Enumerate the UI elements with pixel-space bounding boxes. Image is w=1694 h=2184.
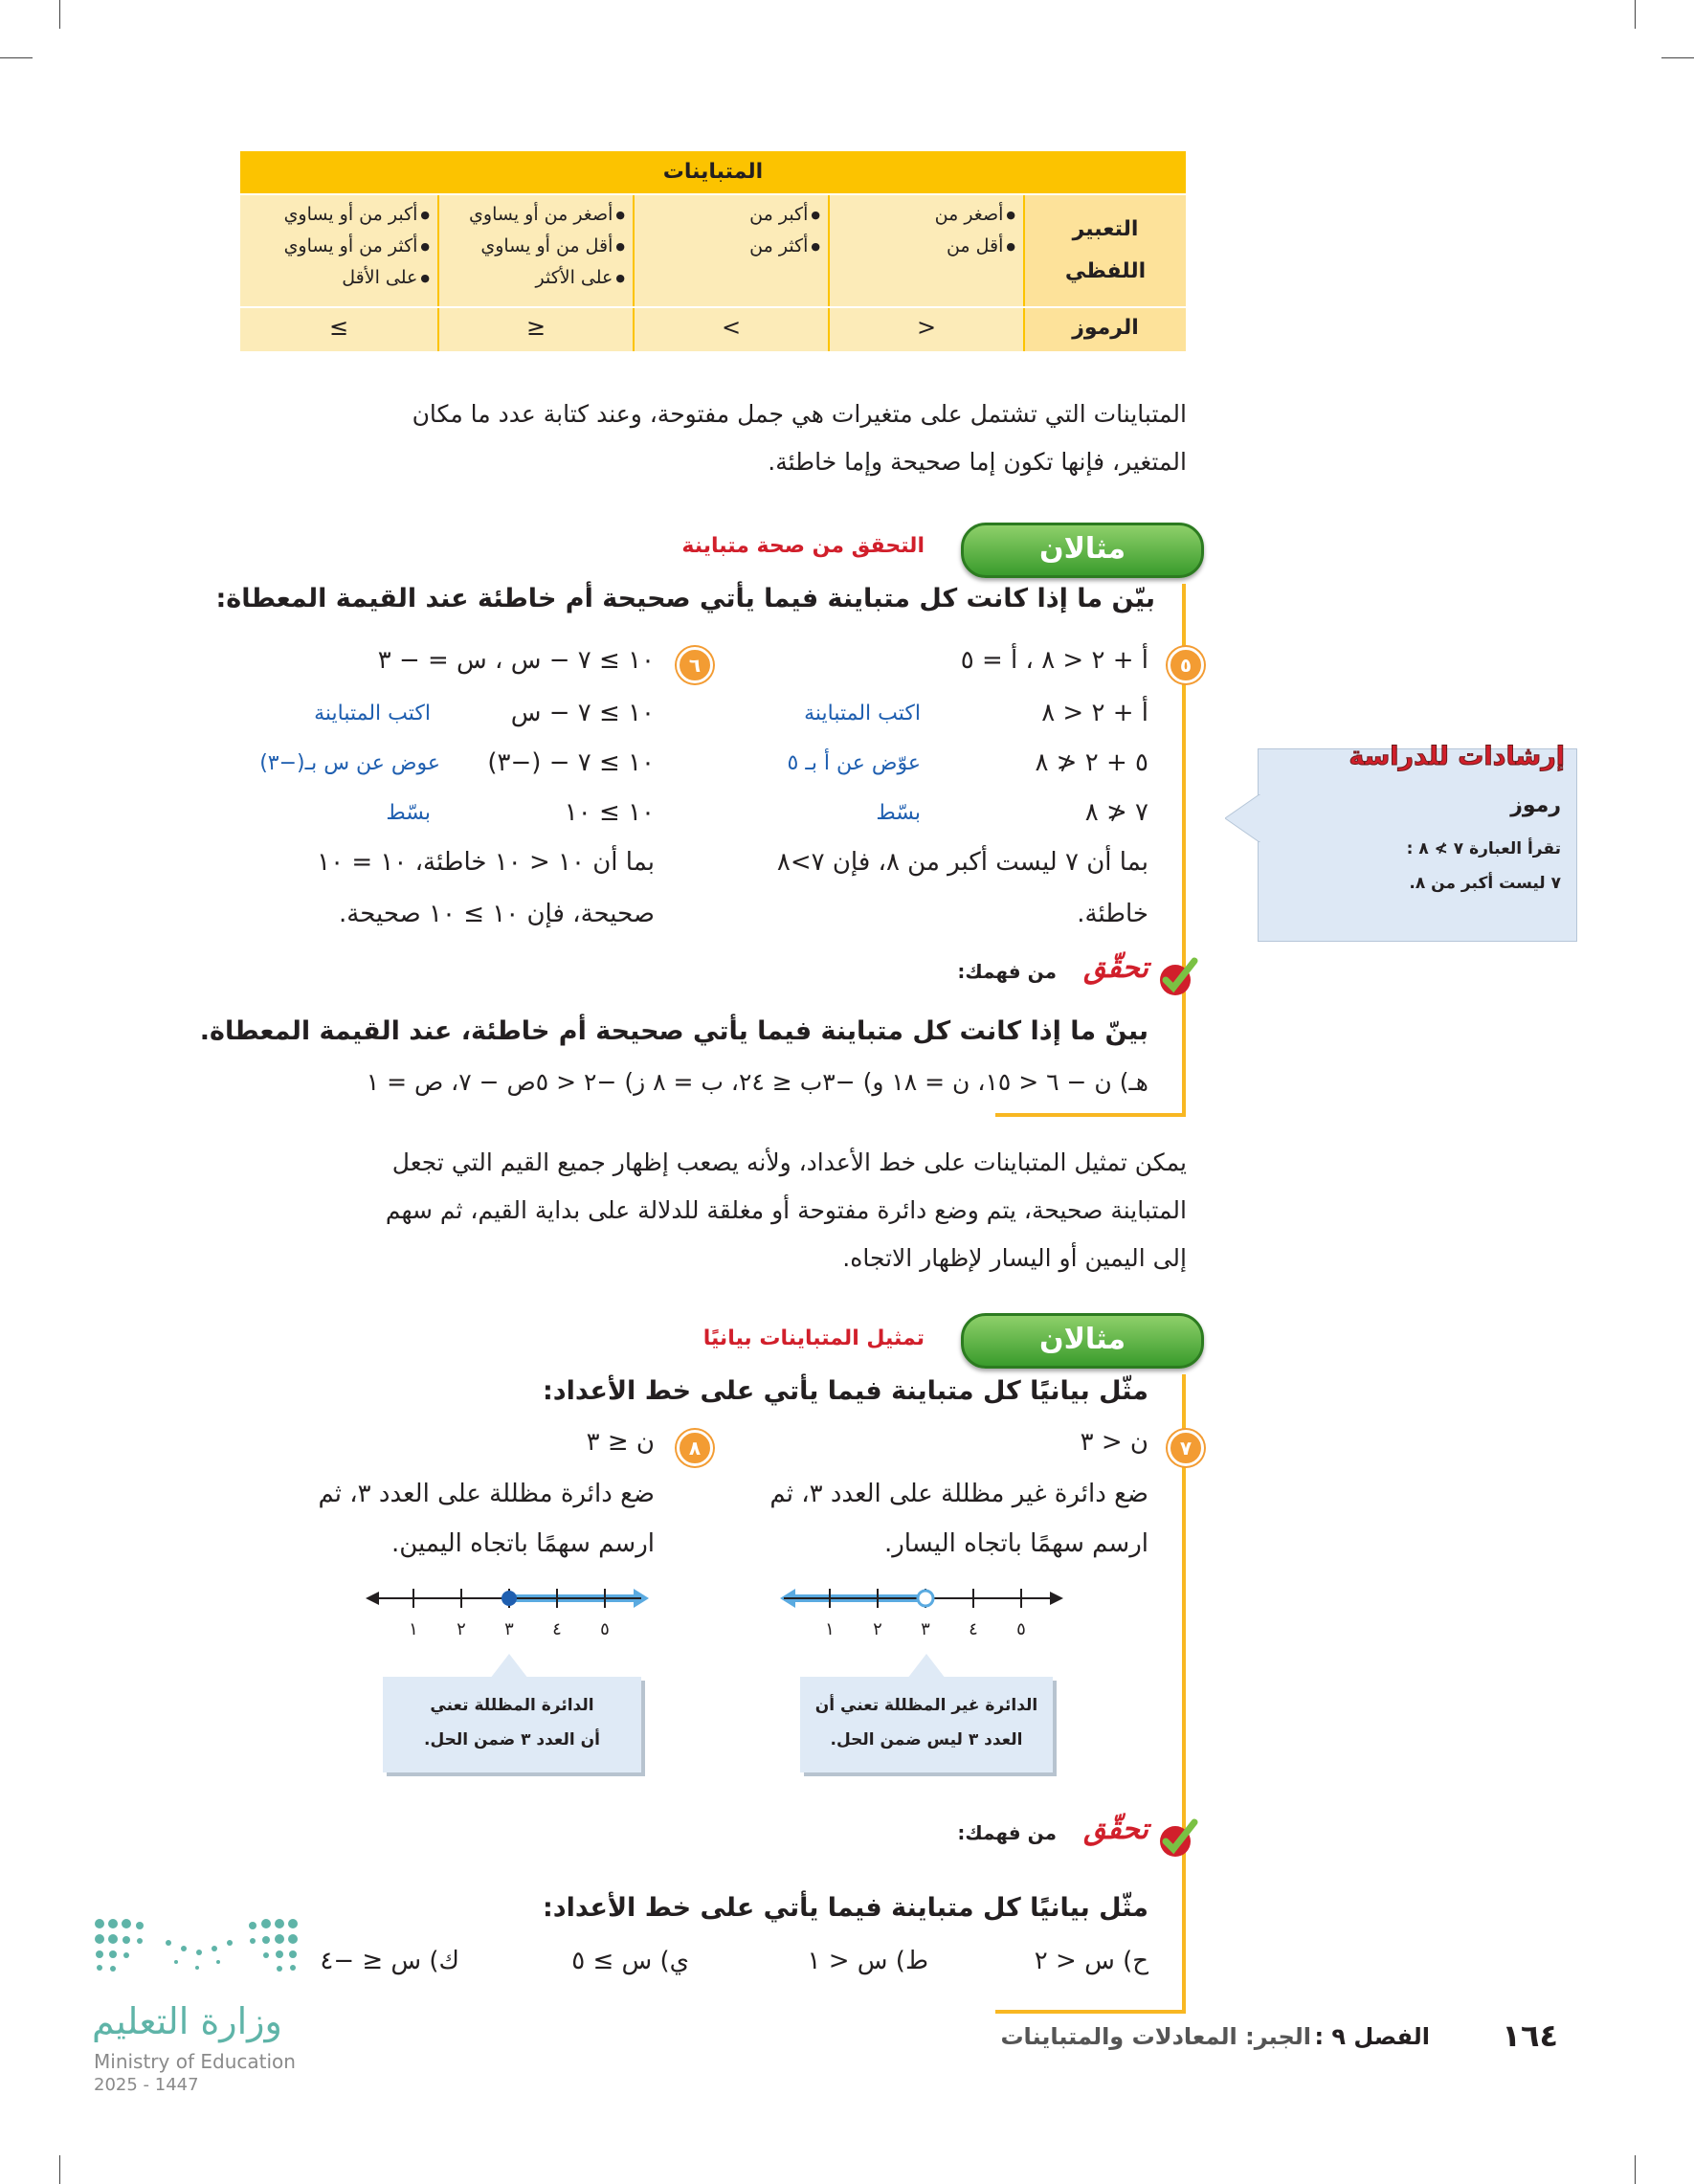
example-banner: مثالان	[961, 523, 1204, 578]
problem-number-badge: ٨	[677, 1430, 713, 1466]
inequalities-table	[240, 151, 1186, 351]
table-item: ● أقل من	[830, 231, 1015, 262]
tick-label: ٣	[921, 1619, 930, 1639]
example-title: تمثيل المتباينات بيانيًا	[702, 1326, 925, 1350]
note-line-2: أن العدد ٣ ضمن الحل.	[424, 1730, 600, 1749]
open-circle	[918, 1591, 933, 1606]
p8-text-2: ارسم سهمًا باتجاه اليمين.	[390, 1529, 655, 1558]
problem-number-badge: ٧	[1168, 1430, 1204, 1466]
sidebar-line-1: تقرأ العبارة ٧ ≯ ٨ :	[1406, 839, 1561, 858]
problem-number-badge: ٥	[1168, 647, 1204, 683]
symbols-row	[240, 306, 1186, 351]
verbal-label-2: اللفظي	[1064, 259, 1147, 283]
tick-label: ٣	[504, 1619, 514, 1639]
crop-mark	[1661, 57, 1694, 58]
graphing-line-1: يمكن تمثيل المتباينات على خط الأعداد، ولأنه يصعب إظهار جميع القيم التي تجعل	[391, 1148, 1187, 1176]
sidebar-pointer	[1225, 794, 1261, 842]
tick-label: ٤	[552, 1619, 562, 1639]
tick-label: ١	[409, 1619, 418, 1639]
p5-conclusion-1: بما أن ٧ ليست أكبر من ٨، فإن ٧>٨	[776, 848, 1148, 877]
number-line-p8	[364, 1579, 651, 1656]
p6-step3: ١٠ ≥ ١٠	[564, 798, 655, 827]
cell-greater-equal	[240, 195, 437, 306]
intro-paragraph	[249, 390, 1187, 486]
checkmark-icon	[1156, 1816, 1202, 1862]
section-bar-bottom	[995, 1113, 1186, 1117]
p5-conclusion-2: خاطئة.	[1077, 900, 1148, 928]
p5-step1-note: اكتب المتباينة	[804, 702, 921, 725]
p6-step1-note: اكتب المتباينة	[314, 702, 431, 725]
verbal-row	[240, 193, 1186, 306]
note-line-2: العدد ٣ ليس ضمن الحل.	[830, 1730, 1023, 1749]
example-question: مثّل بيانيًا كل متباينة فيما يأتي على خط الأعداد:	[543, 1376, 1148, 1406]
p5-step2: ٥ + ٢ ≮ ٨	[1035, 748, 1148, 777]
intro-line-1: المتباينات التي تشتمل على متغيرات هي جمل مفتوحة، وعند كتابة عدد ما مكان	[412, 400, 1187, 428]
table-item: ● أكثر من	[635, 231, 820, 262]
p6-conclusion-2: صحيحة، فإن ١٠ ≥ ١٠ صحيحة.	[339, 900, 655, 928]
check-items: هـ) ن − ٦ < ١٥، ن = ١٨ و) −٣ب ≤ ٢٤، ب = ٨ ز) −٢ < ٥ص − ٧، ص = ١	[366, 1068, 1148, 1096]
crop-mark	[59, 0, 60, 29]
note-text	[383, 1688, 641, 1757]
note-line-1: الدائرة المظللة تعني	[430, 1696, 594, 1715]
table-item: ● أقل من أو يساوي	[439, 231, 625, 262]
sidebar-title: إرشادات للدراسة	[1349, 742, 1565, 771]
note-pointer	[907, 1654, 946, 1679]
check-item-t: ط) س < ١	[807, 1947, 928, 1975]
table-item: ● أكبر من أو يساوي	[240, 199, 430, 231]
symbol-less-equal: ≤	[437, 308, 633, 351]
p7-text-2: ارسم سهمًا باتجاه اليسار.	[883, 1529, 1148, 1558]
axis-arrow	[1050, 1592, 1063, 1605]
symbol-less: <	[828, 308, 1023, 351]
check-item-h: ح) س < ٢	[1034, 1947, 1148, 1975]
axis-arrow	[366, 1592, 379, 1605]
check-subtitle: من فهمك:	[957, 1821, 1057, 1844]
note-pointer	[490, 1654, 528, 1679]
ministry-year: 2025 - 1447	[94, 2075, 199, 2095]
verbal-label-1: التعبير	[1072, 217, 1139, 241]
tick-label: ٥	[1016, 1619, 1026, 1639]
check-question: مثّل بيانيًا كل متباينة فيما يأتي على خط الأعداد:	[543, 1893, 1148, 1923]
sidebar-body	[1274, 832, 1561, 901]
table-item: ● أصغر من أو يساوي	[439, 199, 625, 231]
p5-step1: أ + ٢ < ٨	[1041, 699, 1148, 727]
example-title: التحقق من صحة متباينة	[681, 534, 925, 558]
crop-mark	[1635, 0, 1636, 29]
p8-note	[383, 1677, 641, 1772]
checkmark-icon	[1156, 955, 1202, 1001]
note-text	[800, 1688, 1053, 1757]
check-title: تحقّق	[1083, 1813, 1148, 1846]
graphing-line-2: المتباينة صحيحة، يتم وضع دائرة مفتوحة أو مغلقة للدلالة على بداية القيم، ثم سهم	[385, 1196, 1187, 1224]
closed-circle	[502, 1591, 517, 1606]
example-banner: مثالان	[961, 1313, 1204, 1369]
symbol-greater-equal: ≥	[328, 314, 349, 341]
p6-step2: ١٠ ≥ ٧ − (−٣)	[487, 748, 655, 777]
problem-5: أ + ٢ < ٨ ، أ = ٥	[960, 646, 1148, 675]
p5-step2-note: عوّض عن أ بـ ٥	[787, 751, 921, 775]
graphing-line-3: إلى اليمين أو اليسار لإظهار الاتجاه.	[842, 1244, 1187, 1272]
ministry-name-en: Ministry of Education	[94, 2050, 296, 2073]
verbal-label	[1023, 195, 1186, 306]
tick-label: ٢	[873, 1619, 882, 1639]
cell-less-equal	[437, 195, 633, 306]
ministry-name-ar: وزارة التعليم	[92, 2000, 282, 2042]
number-line-p7	[780, 1579, 1067, 1656]
tick-label: ١	[825, 1619, 835, 1639]
table-item: ● أصغر من	[830, 199, 1015, 231]
cell-less-than	[828, 195, 1023, 306]
sidebar-subtitle: رموز	[1510, 793, 1561, 817]
note-line-1: الدائرة غير المظللة تعني أن	[814, 1696, 1038, 1715]
ministry-logo-dots	[92, 1914, 302, 1981]
symbol-greater: >	[633, 308, 828, 351]
tick-label: ٢	[457, 1619, 466, 1639]
table-item: ● على الأكثر	[439, 262, 625, 294]
section-bar	[1182, 1374, 1186, 2014]
problem-7: ن < ٣	[1080, 1428, 1148, 1457]
p6-step2-note: عوض عن س بـ(−٣)	[259, 751, 440, 775]
example-question: بيّن ما إذا كانت كل متباينة فيما يأتي صحيحة أم خاطئة عند القيمة المعطاة:	[215, 584, 1155, 613]
p7-text-1: ضع دائرة غير مظللة على العدد ٣، ثم	[769, 1480, 1148, 1508]
p6-conclusion-1: بما أن ١٠ < ١٠ خاطئة، ١٠ = ١٠	[317, 848, 655, 877]
crop-mark	[0, 57, 33, 58]
problem-number-badge: ٦	[677, 647, 713, 683]
p6-step1: ١٠ ≥ ٧ − س	[510, 699, 655, 727]
p6-step3-note: بسّط	[386, 801, 431, 825]
tick-label: ٥	[600, 1619, 610, 1639]
check-title: تحقّق	[1083, 951, 1148, 985]
problem-6: ١٠ ≥ ٧ − س ، س = − ٣	[377, 646, 655, 675]
crop-mark	[59, 2155, 60, 2184]
symbols-label: الرموز	[1023, 308, 1186, 351]
p5-step3: ٧ ≮ ٨	[1084, 798, 1148, 827]
page-number: ١٦٤	[1502, 2017, 1558, 2054]
table-item: ● أكبر من	[635, 199, 820, 231]
check-subtitle: من فهمك:	[957, 960, 1057, 983]
check-item-k: ك) س ≤ −٤	[320, 1947, 459, 1975]
chapter-label: الفصل ٩ :	[1314, 2023, 1430, 2050]
study-tips-sidebar	[1258, 742, 1577, 942]
section-bar-bottom	[995, 2010, 1186, 2014]
chapter-title: الجبر: المعادلات والمتباينات	[1000, 2023, 1311, 2050]
crop-mark	[1635, 2155, 1636, 2184]
check-question: بينّ ما إذا كانت كل متباينة فيما يأتي صحيحة أم خاطئة، عند القيمة المعطاة.	[199, 1016, 1148, 1046]
p7-note	[800, 1677, 1053, 1772]
tick-label: ٤	[969, 1619, 978, 1639]
check-item-y: ي) س ≥ ٥	[571, 1947, 689, 1975]
intro-line-2: المتغير، فإنها تكون إما صحيحة وإما خاطئة.	[768, 448, 1187, 476]
table-title: المتباينات	[240, 151, 1186, 193]
table-item: ● أكثر من أو يساوي	[240, 231, 430, 262]
p5-step3-note: بسّط	[876, 801, 921, 825]
cell-greater-than	[633, 195, 828, 306]
graphing-paragraph	[249, 1139, 1187, 1282]
table-item: ● على الأقل	[240, 262, 430, 294]
problem-8: ن ≤ ٣	[586, 1428, 655, 1457]
sidebar-line-2: ٧ ليست أكبر من ٨.	[1409, 874, 1561, 893]
p8-text-1: ضع دائرة مظللة على العدد ٣، ثم	[318, 1480, 655, 1508]
